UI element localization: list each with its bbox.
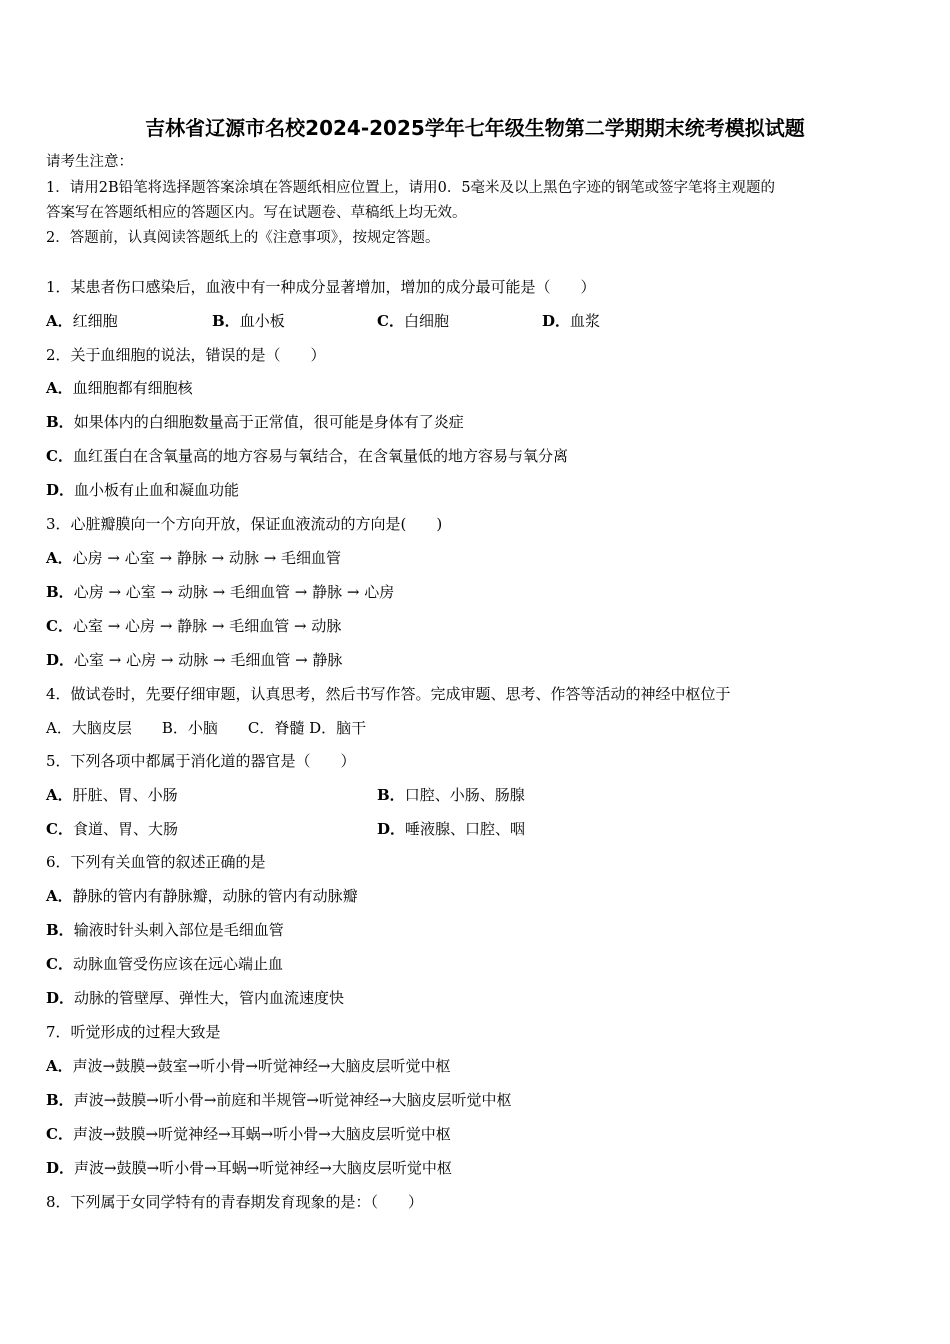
- option-text: 血浆: [570, 312, 601, 330]
- option-text: 动脉的管壁厚、弹性大，管内血流速度快: [74, 989, 345, 1007]
- option-letter: D．: [46, 989, 75, 1007]
- option-text: 输液时针头刺入部位是毛细血管: [73, 921, 284, 939]
- option-letter: C．: [46, 617, 73, 635]
- option-text: 食道、胃、大肠: [72, 820, 178, 838]
- question-7-stem: 7．听觉形成的过程大致是: [46, 1023, 221, 1041]
- option-text: 口腔、小肠、肠腺: [404, 786, 525, 804]
- question-2-option-c[interactable]: [46, 446, 568, 466]
- option-letter: D．: [46, 651, 75, 669]
- question-6-option-c[interactable]: [46, 954, 283, 974]
- question-1-option-b[interactable]: [212, 311, 285, 331]
- option-text: 血小板有止血和凝血功能: [74, 481, 240, 499]
- question-7-option-a[interactable]: [46, 1056, 451, 1076]
- question-2-option-d[interactable]: [46, 480, 239, 500]
- option-letter: D．: [46, 1159, 75, 1177]
- question-1-option-d[interactable]: [542, 311, 600, 331]
- option-letter: B．: [46, 921, 74, 939]
- question-4-stem: 4．做试卷时，先要仔细审题，认真思考，然后书写作答。完成审题、思考、作答等活动的神经中枢位于: [46, 685, 731, 703]
- option-letter: A．: [46, 887, 73, 905]
- question-4-options[interactable]: A．大脑皮层 B．小脑 C．脊髓 D．脑干: [46, 719, 367, 737]
- option-text: 红细胞: [72, 312, 118, 330]
- question-3-option-a[interactable]: [46, 548, 341, 568]
- option-letter: C．: [46, 955, 73, 973]
- option-letter: B．: [377, 786, 405, 804]
- question-3-option-d[interactable]: [46, 650, 342, 670]
- option-letter: B．: [46, 583, 74, 601]
- question-5-stem: 5．下列各项中都属于消化道的器官是（ ）: [46, 752, 356, 770]
- exam-title: 吉林省辽源市名校2024-2025学年七年级生物第二学期期末统考模拟试题: [145, 116, 805, 140]
- question-6-option-b[interactable]: [46, 920, 284, 940]
- question-5-option-d[interactable]: [377, 819, 525, 839]
- option-text: 唾液腺、口腔、咽: [405, 820, 526, 838]
- option-letter: A．: [46, 786, 73, 804]
- option-letter: B．: [46, 1091, 74, 1109]
- question-3-option-b[interactable]: [46, 582, 394, 602]
- option-letter: A．: [46, 312, 73, 330]
- option-letter: D．: [377, 820, 406, 838]
- option-letter: A．: [46, 1057, 73, 1075]
- option-text: 动脉血管受伤应该在远心端止血: [72, 955, 283, 973]
- question-5-option-c[interactable]: [46, 819, 178, 839]
- question-6-option-a[interactable]: [46, 886, 358, 906]
- question-2-option-b[interactable]: [46, 412, 464, 432]
- question-6-stem: 6．下列有关血管的叙述正确的是: [46, 853, 266, 871]
- question-2-option-a[interactable]: [46, 378, 193, 398]
- option-letter: A．: [46, 379, 73, 397]
- question-2-stem: 2．关于血细胞的说法，错误的是（ ）: [46, 346, 326, 364]
- option-letter: A．: [46, 549, 73, 567]
- option-letter: C．: [377, 312, 404, 330]
- question-5-option-a[interactable]: [46, 785, 178, 805]
- option-text: 心房 → 心室 → 动脉 → 毛细血管 → 静脉 → 心房: [73, 583, 395, 601]
- notice-item-1-line-2: 答案写在答题纸相应的答题区内。写在试题卷、草稿纸上均无效。: [46, 205, 467, 221]
- notice-heading: 请考生注意：: [46, 154, 133, 170]
- option-text: 声波→鼓膜→听小骨→耳蜗→听觉神经→大脑皮层听觉中枢: [74, 1159, 452, 1177]
- option-text: 如果体内的白细胞数量高于正常值，很可能是身体有了炎症: [73, 413, 464, 431]
- question-3-stem: 3．心脏瓣膜向一个方向开放，保证血液流动的方向是( ): [46, 515, 443, 533]
- option-text: 血小板: [239, 312, 285, 330]
- option-text: 血细胞都有细胞核: [72, 379, 193, 397]
- option-text: 肝脏、胃、小肠: [72, 786, 178, 804]
- option-letter: D．: [542, 312, 571, 330]
- option-letter: B．: [212, 312, 240, 330]
- option-text: 声波→鼓膜→听小骨→前庭和半规管→听觉神经→大脑皮层听觉中枢: [73, 1091, 512, 1109]
- option-letter: C．: [46, 1125, 73, 1143]
- option-text: 声波→鼓膜→听觉神经→耳蜗→听小骨→大脑皮层听觉中枢: [72, 1125, 451, 1143]
- option-letter: B．: [46, 413, 74, 431]
- question-7-option-c[interactable]: [46, 1124, 451, 1144]
- question-7-option-d[interactable]: [46, 1158, 452, 1178]
- option-text: 心房 → 心室 → 静脉 → 动脉 → 毛细血管: [72, 549, 342, 567]
- notice-item-1-line-1: 1．请用2B铅笔将选择题答案涂填在答题纸相应位置上，请用0．5毫米及以上黑色字迹的钢笔或签字笔将主观题的: [46, 180, 776, 196]
- question-3-option-c[interactable]: [46, 616, 341, 636]
- question-1-option-c[interactable]: [377, 311, 449, 331]
- option-text: 心室 → 心房 → 动脉 → 毛细血管 → 静脉: [74, 651, 343, 669]
- question-5-option-b[interactable]: [377, 785, 525, 805]
- option-letter: D．: [46, 481, 75, 499]
- option-text: 白细胞: [403, 312, 449, 330]
- question-8-stem: 8．下列属于女同学特有的青春期发育现象的是：（ ）: [46, 1193, 424, 1211]
- option-letter: C．: [46, 820, 73, 838]
- question-1-stem: 1．某患者伤口感染后，血液中有一种成分显著增加，增加的成分最可能是（ ）: [46, 278, 596, 296]
- question-7-option-b[interactable]: [46, 1090, 512, 1110]
- option-text: 声波→鼓膜→鼓室→听小骨→听觉神经→大脑皮层听觉中枢: [72, 1057, 451, 1075]
- option-text: 血红蛋白在含氧量高的地方容易与氧结合，在含氧量低的地方容易与氧分离: [72, 447, 568, 465]
- question-6-option-d[interactable]: [46, 988, 344, 1008]
- notice-item-2: 2．答题前，认真阅读答题纸上的《注意事项》，按规定答题。: [46, 230, 440, 246]
- option-text: 静脉的管内有静脉瓣，动脉的管内有动脉瓣: [72, 887, 358, 905]
- option-text: 心室 → 心房 → 静脉 → 毛细血管 → 动脉: [72, 617, 342, 635]
- option-letter: C．: [46, 447, 73, 465]
- question-1-option-a[interactable]: [46, 311, 118, 331]
